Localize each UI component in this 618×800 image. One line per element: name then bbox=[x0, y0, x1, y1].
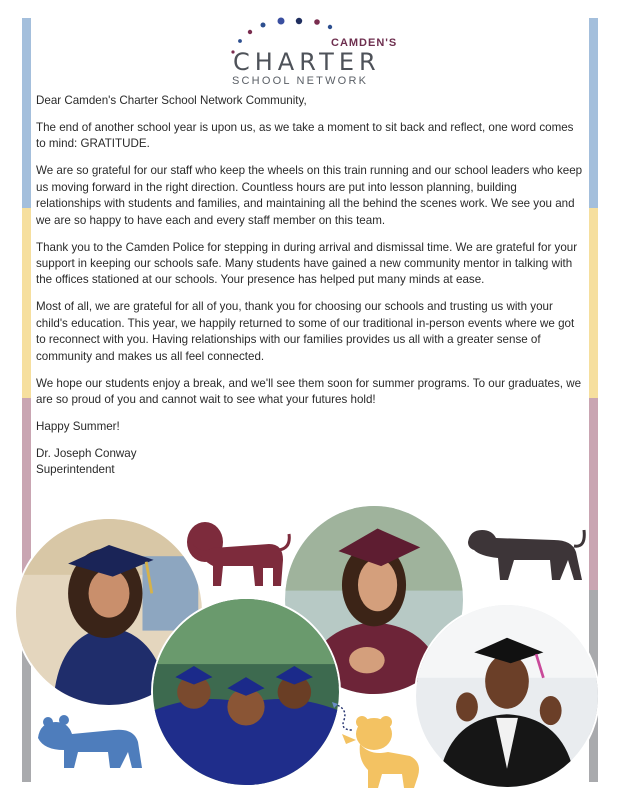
right-accent-bar-blue bbox=[589, 18, 598, 208]
logo-charter-text: CHARTER bbox=[233, 48, 381, 76]
photo-young-graduates-group bbox=[151, 597, 341, 787]
logo-camdens-text: CAMDEN'S bbox=[331, 37, 398, 49]
salutation: Dear Camden's Charter School Network Community, bbox=[36, 94, 307, 107]
paragraph-families: Most of all, we are grateful for all of you, thank you for choosing our schools and trusting us with your child's education. This year, we happily returned to some of our traditional in-person events where we got to reconnect with you. Having relationships with our families provides us all with a greater sense of community and makes us all feel connected. bbox=[36, 300, 575, 363]
panther-silhouette-icon bbox=[464, 522, 586, 584]
paragraph-staff: We are so grateful for our staff who keep the wheels on this train running and our school leaders who keep us moving forward in the right direction. Countless hours are put into lesson planning, building relationships with students and families, and maintaining all the behind the scenes work. We see you and we are so happy to have each and every staff member on this team. bbox=[36, 164, 583, 227]
logo-network-text: SCHOOL NETWORK bbox=[232, 75, 369, 87]
letter-body bbox=[36, 93, 584, 479]
lion-cub-blue-icon bbox=[34, 708, 146, 772]
closing-line: Happy Summer! bbox=[36, 420, 120, 434]
paragraph-gratitude: The end of another school year is upon us, as we take a moment to sit back and reflect, one word comes to mind: GRATITUDE. bbox=[36, 121, 574, 151]
signer-title: Superintendent bbox=[36, 463, 115, 477]
photo-young-man-black-gown bbox=[414, 603, 600, 789]
left-accent-bar-blue bbox=[22, 18, 31, 208]
left-accent-bar-yellow bbox=[22, 208, 31, 398]
signer-name: Dr. Joseph Conway bbox=[36, 447, 137, 461]
lion-silhouette-icon bbox=[183, 520, 291, 590]
lion-cub-yellow-icon bbox=[330, 700, 426, 792]
graduation-photo-collage bbox=[0, 500, 618, 800]
paragraph-graduates: We hope our students enjoy a break, and we'll see them soon for summer programs. To our graduates, we are so proud of you and cannot wait to see what your futures hold! bbox=[36, 376, 582, 407]
right-accent-bar-yellow bbox=[589, 208, 598, 398]
paragraph-police: Thank you to the Camden Police for stepping in during arrival and dismissal time. We are grateful for your support in keeping our schools safe. Many students have gained a new community mentor in talking with the offices stationed at our schools. Your presence has helped put many minds at ease. bbox=[36, 240, 578, 287]
network-logo bbox=[225, 14, 398, 90]
signature-block bbox=[36, 446, 584, 479]
